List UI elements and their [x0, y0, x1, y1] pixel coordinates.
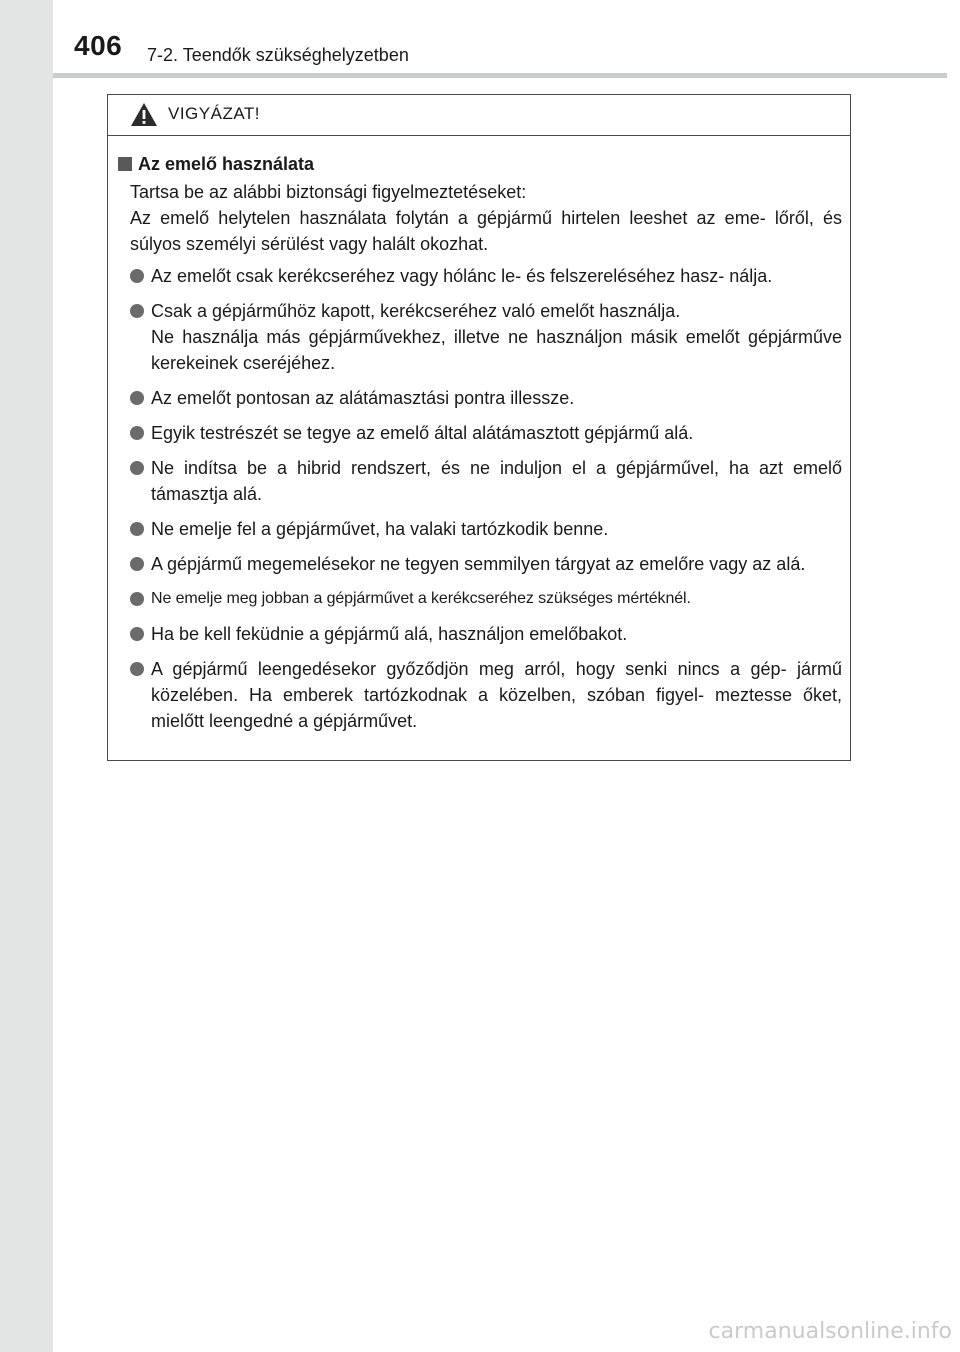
- round-bullet-icon: [130, 426, 144, 440]
- caution-intro: [130, 179, 842, 257]
- list-item: [130, 656, 842, 734]
- round-bullet-icon: [130, 304, 144, 318]
- list-item: [130, 551, 842, 577]
- list-item: [130, 298, 842, 376]
- caution-label: VIGYÁZAT!: [168, 104, 261, 123]
- list-item: [130, 420, 842, 446]
- round-bullet-icon: [130, 592, 144, 606]
- list-item: [130, 621, 842, 647]
- caution-body: [108, 136, 850, 734]
- round-bullet-icon: [130, 522, 144, 536]
- caution-box: [107, 94, 851, 761]
- round-bullet-icon: [130, 461, 144, 475]
- list-item: [130, 455, 842, 507]
- list-item-text: Ne emelje fel a gépjárművet, ha valaki tartózkodik benne.: [151, 519, 609, 539]
- square-bullet-icon: [118, 157, 132, 171]
- section-title: 7-2. Teendők szükséghelyzetben: [147, 45, 409, 65]
- caution-header: [108, 95, 850, 136]
- round-bullet-icon: [130, 557, 144, 571]
- round-bullet-icon: [130, 269, 144, 283]
- page-number: 406: [74, 30, 123, 61]
- list-item: [130, 586, 842, 612]
- caution-heading: [116, 151, 842, 177]
- list-item-text: A gépjármű megemelésekor ne tegyen semmilyen tárgyat az emelőre vagy az alá.: [151, 554, 806, 574]
- caution-list: [130, 263, 842, 734]
- round-bullet-icon: [130, 627, 144, 641]
- list-item: [130, 263, 842, 289]
- list-item-text: Az emelőt pontosan az alátámasztási pontra illessze.: [151, 388, 575, 408]
- caution-heading-text: Az emelő használata: [138, 154, 315, 174]
- list-item-text: Csak a gépjárműhöz kapott, kerékcseréhez való emelőt használja.: [151, 301, 681, 321]
- warning-triangle-icon: [130, 102, 158, 127]
- list-item-text: Ne emelje meg jobban a gépjárművet a kerékcseréhez szükséges mértéknél.: [151, 590, 691, 607]
- watermark: carmanualsonline.info: [708, 1319, 952, 1344]
- round-bullet-icon: [130, 662, 144, 676]
- list-item: [130, 516, 842, 542]
- intro-line: Az emelő helytelen használata folytán a gépjármű hirtelen leeshet az eme- lőről, és súlyos személyi sérülést vagy halált okozhat.: [130, 208, 842, 254]
- header-rule: [53, 73, 947, 78]
- list-item-text: A gépjármű leengedésekor győződjön meg arról, hogy senki nincs a gép- jármű közelében. Ha emberek tartózkodnak a közelben, szóban figyel- meztesse őket, mielőtt leengedné a gépjárművet.: [151, 659, 842, 731]
- page-side-strip: [0, 0, 53, 1352]
- list-item-text: Ne indítsa be a hibrid rendszert, és ne induljon el a gépjárművel, ha azt emelő támasztja alá.: [151, 458, 842, 504]
- list-item: [130, 385, 842, 411]
- list-item-text: Egyik testrészét se tegye az emelő által alátámasztott gépjármű alá.: [151, 423, 694, 443]
- round-bullet-icon: [130, 391, 144, 405]
- intro-line: Tartsa be az alábbi biztonsági figyelmeztetéseket:: [130, 182, 527, 202]
- list-item-text: Ne használja más gépjárművekhez, illetve ne használjon másik emelőt gépjárműve kerekeinek cseréjéhez.: [151, 327, 842, 373]
- list-item-text: Az emelőt csak kerékcseréhez vagy hólánc le- és felszereléséhez hasz- nálja.: [151, 266, 773, 286]
- list-item-text: Ha be kell feküdnie a gépjármű alá, használjon emelőbakot.: [151, 624, 628, 644]
